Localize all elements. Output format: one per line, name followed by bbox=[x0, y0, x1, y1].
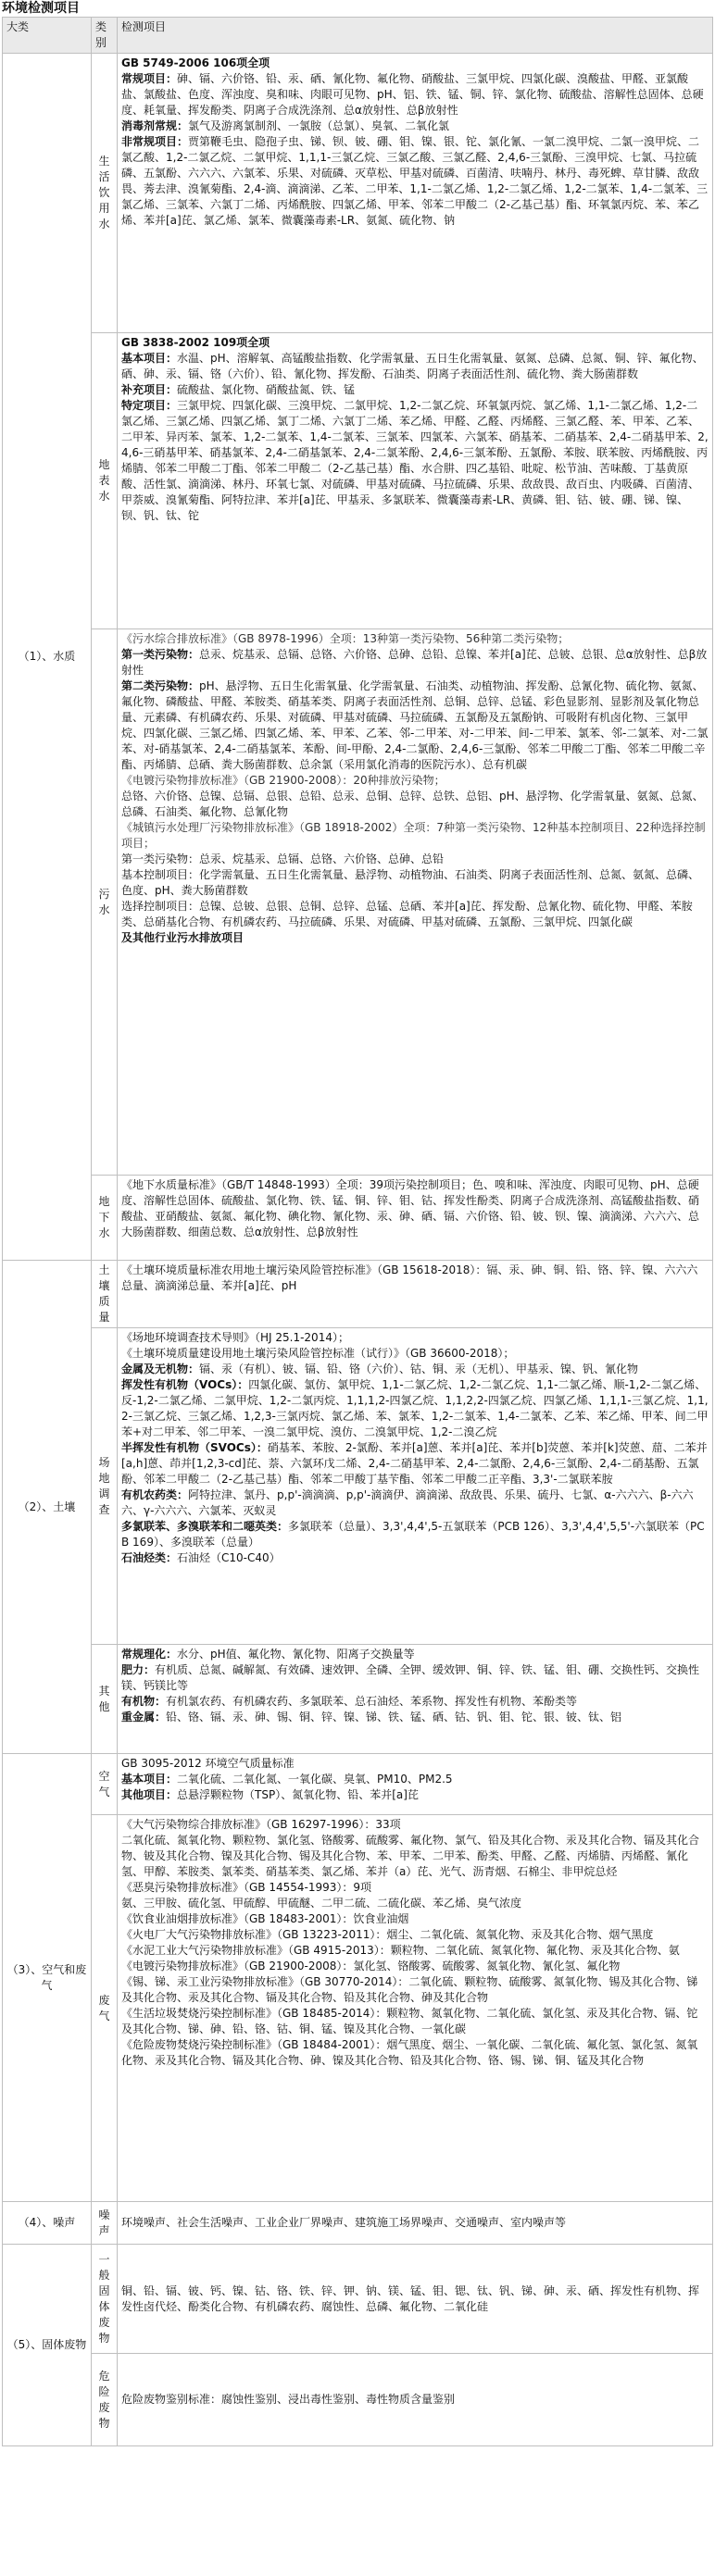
big-category-noise: （4）、噪声 bbox=[3, 2202, 92, 2245]
list-item: 危险废物鉴别标准：腐蚀性鉴别、浸出毒性鉴别、毒性物质含量鉴别 bbox=[121, 2393, 456, 2406]
list-item: 重金属：铅、铬、镉、汞、砷、锡、铜、锌、镍、锑、铁、锰、硒、钴、钒、钼、铊、银、铍、钛、铝 bbox=[121, 1711, 622, 1724]
standard-title: GB 3838-2002 109项全项 bbox=[121, 336, 270, 349]
category-drinking-water: 生活饮用水 bbox=[92, 54, 118, 333]
standard-title: GB 5749-2006 106项全项 bbox=[121, 56, 270, 69]
list-item: 《土壤环境质量建设用地土壤污染风险管控标准（试行）》（GB 36600-2018）； bbox=[121, 1347, 515, 1360]
list-item: 常规项目：砷、镉、六价铬、铅、汞、硒、氰化物、氟化物、硝酸盐、三氯甲烷、四氯化碳、溴酸盐、甲醛、亚氯酸盐、氯酸盐、色度、浑浊度、臭和味、肉眼可见物、pH、铝、铁、锰、铜、锌、氯化物、硫酸盐、溶解性总固体、总硬度、耗氧量、挥发酚类、阴离子合成洗涤剂、总α放射性、总β放射性 bbox=[121, 72, 704, 117]
list-item: 肥力：有机质、总氮、碱解氮、有效磷、速效钾、全磷、全钾、缓效钾、铜、锌、铁、锰、钼、硼、交换性钙、交换性镁、钙镁比等 bbox=[121, 1663, 700, 1692]
list-item: 《水泥工业大气污染物排放标准》（GB 4915-2013）：颗粒物、二氧化硫、氮氧化物、氟化物、汞及其化合物、氨 bbox=[121, 1944, 680, 1957]
page-title: 环境检测项目 bbox=[2, 1, 80, 16]
list-item: 基本项目：水温、pH、溶解氧、高锰酸盐指数、化学需氧量、五日生化需氧量、氨氮、总磷、总氮、铜、锌、氟化物、硒、砷、汞、镉、铬（六价）、铅、氰化物、挥发酚、石油类、阴离子表面活性剂、硫化物、粪大肠菌群数 bbox=[121, 352, 704, 380]
items-waste-water bbox=[118, 629, 713, 1176]
list-item: 特定项目：三氯甲烷、四氯化碳、三溴甲烷、二氯甲烷、1,2-二氯乙烷、环氧氯丙烷、氯乙烯、1,1-二氯乙烯、1,2-二氯乙烯、三氯乙烯、四氯乙烯、氯丁二烯、六氯丁二烯、苯乙烯、甲醛、乙醛、丙烯醛、三氯乙醛、苯、甲苯、乙苯、二甲苯、异丙苯、氯苯、1,2-二氯苯、1,4-二氯苯、三氯苯、四氯苯、六氯苯、硝基苯、二硝基苯、2,4-二硝基甲苯、2,4,6-三硝基甲苯、硝基氯苯、2,4-二硝基氯苯、2,4-二氯苯酚、2,4,6-三氯苯酚、五氯酚、苯胺、联苯胺、丙烯酰胺、丙烯腈、邻苯二甲酸二丁酯、邻苯二甲酸二（2-乙基己基）酯、水合肼、四乙基铅、吡啶、松节油、苦味酸、丁基黄原酸、活性氯、滴滴涕、林丹、环氧七氯、对硫磷、甲基对硫磷、马拉硫磷、乐果、敌敌畏、敌百虫、内吸磷、百菌清、甲萘威、溴氰菊酯、阿特拉津、苯并[a]芘、甲基汞、多氯联苯、微囊藻毒素-LR、黄磷、钼、钴、铍、硼、锑、镍、钡、钒、钛、铊 bbox=[121, 399, 709, 522]
header-category: 类别 bbox=[92, 18, 118, 54]
items-hazardous-waste bbox=[118, 2354, 713, 2446]
list-item: 其他项目：总悬浮颗粒物（TSP）、氮氧化物、铅、苯并[a]芘 bbox=[121, 1788, 419, 1801]
items-general-solid-waste bbox=[118, 2245, 713, 2354]
list-item: 《场地环境调查技术导则》（HJ 25.1-2014）； bbox=[121, 1331, 349, 1344]
list-item: 常规理化：水分、pH值、氟化物、氰化物、阳离子交换量等 bbox=[121, 1648, 415, 1661]
big-category-water: （1）、水质 bbox=[3, 54, 92, 1261]
list-item: 《饮食业油烟排放标准》（GB 18483-2001）：饮食业油烟 bbox=[121, 1912, 409, 1925]
list-item: 基本项目：二氧化硫、二氧化氮、一氧化碳、臭氧、PM10、PM2.5 bbox=[121, 1773, 453, 1786]
header-big-category: 大类 bbox=[3, 18, 92, 54]
category-noise: 噪声 bbox=[92, 2202, 118, 2245]
table-header bbox=[3, 18, 713, 54]
list-item: 环境噪声、社会生活噪声、工业企业厂界噪声、建筑施工场界噪声、交通噪声、室内噪声等 bbox=[121, 2216, 567, 2229]
category-ambient-air: 空气 bbox=[92, 1754, 118, 1815]
category-soil-quality: 土壤质量 bbox=[92, 1261, 118, 1328]
big-category-solid-waste: （5）、固体废物 bbox=[3, 2245, 92, 2446]
list-item: 《大气污染物综合排放标准》（GB 16297-1996）：33项 bbox=[121, 1818, 401, 1831]
table-row bbox=[3, 1815, 713, 2202]
test-items-table bbox=[2, 17, 713, 2446]
list-item: 《地下水质量标准》（GB/T 14848-1993）全项：39项污染控制项目；色、嗅和味、浑浊度、肉眼可见物、pH、总硬度、溶解性总固体、硫酸盐、氯化物、铁、锰、铜、锌、钼、钴、挥发性酚类、阴离子合成洗涤剂、高锰酸盐指数、硝酸盐、亚硝酸盐、氨氮、氟化物、碘化物、氰化物、汞、砷、硒、镉、六价铬、铅、铍、钡、镍、滴滴涕、六六六、总大肠菌群数、细菌总数、总α放射性、总β放射性 bbox=[121, 1178, 700, 1238]
list-item: 多氯联苯、多溴联苯和二噁英类：多氯联苯（总量）、3,3',4,4',5-五氯联苯（PCB 126）、3,3',4,4',5,5'-六氯联苯（PCB 169）、多溴联苯（总量） bbox=[121, 1520, 705, 1549]
table-row bbox=[3, 333, 713, 629]
items-soil-other bbox=[118, 1645, 713, 1754]
table-row bbox=[3, 54, 713, 333]
list-item: 《污水综合排放标准》（GB 8978-1996）全项：13种第一类污染物、56种第二类污染物； bbox=[121, 632, 570, 645]
list-item: 补充项目：硫酸盐、氯化物、硝酸盐氮、铁、锰 bbox=[121, 383, 356, 396]
items-noise bbox=[118, 2202, 713, 2245]
list-item: 《电镀污染物排放标准》（GB 21900-2008）：20种排放污染物； bbox=[121, 774, 445, 787]
items-surface-water bbox=[118, 333, 713, 629]
list-item: 《城镇污水处理厂污染物排放标准》（GB 18918-2002）全项：7种第一类污染物、12种基本控制项目、22种选择控制项目； bbox=[121, 821, 706, 850]
table-row bbox=[3, 1261, 713, 1328]
category-ground-water: 地下水 bbox=[92, 1176, 118, 1261]
items-site-investigation bbox=[118, 1328, 713, 1645]
list-item: 第一类污染物：总汞、烷基汞、总镉、总铬、六价铬、总砷、总铅 bbox=[121, 852, 445, 865]
list-item: 《火电厂大气污染物排放标准》（GB 13223-2011）：烟尘、二氧化硫、氮氧化物、汞及其化合物、烟气黑度 bbox=[121, 1928, 654, 1941]
table-row bbox=[3, 1754, 713, 1815]
table-row bbox=[3, 629, 713, 1176]
list-item: 《危险废物焚烧污染控制标准》（GB 18484-2001）：烟气黑度、烟尘、一氧化碳、二氧化硫、氟化氢、氯化氢、氮氧化物、汞及其化合物、镉及其化合物、砷、镍及其化合物、铅及其化合物、铬、锡、锑、铜、锰及其化合物 bbox=[121, 2038, 698, 2067]
header-items: 检测项目 bbox=[118, 18, 713, 54]
table-row bbox=[3, 2354, 713, 2446]
list-item: 《生活垃圾焚烧污染控制标准》（GB 18485-2014）：颗粒物、氮氧化物、二氧化硫、氯化氢、汞及其化合物、镉、铊及其化合物、锑、砷、铅、铬、钴、铜、锰、镍及其化合物、一氧化碳 bbox=[121, 2007, 698, 2035]
list-item: 半挥发性有机物（SVOCs）：硝基苯、苯胺、2-氯酚、苯并[a]蒽、苯并[a]芘、苯并[b]荧蒽、苯并[k]荧蒽、䓛、二苯并[a,h]蒽、茚并[1,2,3-cd]芘、萘、六氯环戊二烯、2,4-二硝基甲苯、2,4-二氯酚、2,4,6-三氯酚、2,4-二硝基酚、五氯酚、邻苯二甲酸二（2-乙基己基）酯、邻苯二甲酸丁基苄酯、邻苯二甲酸二正辛酯、3,3'-二氯联苯胺 bbox=[121, 1441, 708, 1486]
list-item: 《恶臭污染物排放标准》（GB 14554-1993）：9项 bbox=[121, 1881, 372, 1894]
items-soil-quality bbox=[118, 1261, 713, 1328]
table-row bbox=[3, 2202, 713, 2245]
items-ambient-air bbox=[118, 1754, 713, 1815]
category-waste-water: 污水 bbox=[92, 629, 118, 1176]
list-item: 消毒剂常规：氯气及游离氯制剂、一氯胺（总氯）、臭氧、二氧化氯 bbox=[121, 119, 450, 132]
list-item: 第一类污染物：总汞、烷基汞、总镉、总铬、六价铬、总砷、总铅、总镍、苯并[a]芘、总铍、总银、总α放射性、总β放射性 bbox=[121, 648, 708, 677]
list-item: GB 3095-2012 环境空气质量标准 bbox=[121, 1757, 295, 1770]
list-item: 《土壤环境质量标准农用地土壤污染风险管控标准》（GB 15618-2018）：镉、汞、砷、铜、铅、铬、锌、镍、六六六总量、滴滴涕总量、苯并[a]芘、pH bbox=[121, 1263, 698, 1292]
category-hazardous-waste: 危险废物 bbox=[92, 2354, 118, 2446]
list-item: 《电镀污染物排放标准》（GB 21900-2008）：氯化氢、铬酸雾、硫酸雾、氮氧化物、氰化氢、氟化物 bbox=[121, 1960, 621, 1972]
list-item: 《锡、锑、汞工业污染物排放标准》（GB 30770-2014）：二氧化硫、颗粒物、硫酸雾、氮氧化物、锡及其化合物、锑及其化合物、汞及其化合物、镉及其化合物、铅及其化合物、砷及其化合物 bbox=[121, 1975, 698, 2004]
list-item: 氨、三甲胺、硫化氢、甲硫醇、甲硫醚、二甲二硫、二硫化碳、苯乙烯、臭气浓度 bbox=[121, 1897, 522, 1910]
list-item: 基本控制项目：化学需氧量、五日生化需氧量、悬浮物、动植物油、石油类、阴离子表面活性剂、总氮、氨氮、总磷、色度、pH、粪大肠菌群数 bbox=[121, 868, 700, 897]
list-item: 二氧化硫、氮氧化物、颗粒物、氯化氢、铬酸雾、硫酸雾、氟化物、氯气、铅及其化合物、汞及其化合物、镉及其化合物、铍及其化合物、镍及其化合物、锡及其化合物、苯、甲苯、二甲苯、酚类、甲醛、乙醛、丙烯腈、丙烯醛、氰化氢、甲醇、苯胺类、氯苯类、硝基苯类、氯乙烯、苯并（a）芘、光气、沥青烟、石棉尘、非甲烷总烃 bbox=[121, 1834, 700, 1878]
list-item: 铜、铅、镉、铍、钙、镍、钴、铬、铁、锌、钾、钠、镁、锰、钼、锶、钛、钒、锑、砷、汞、硒、挥发性有机物、挥发性卤代烃、酚类化合物、有机磷农药、腐蚀性、总磷、氟化物、二氧化硅 bbox=[121, 2284, 700, 2313]
list-item: 总铬、六价铬、总镍、总镉、总银、总铅、总汞、总铜、总锌、总铁、总铝、pH、悬浮物、化学需氧量、氨氮、总氮、总磷、石油类、氟化物、总氰化物 bbox=[121, 790, 704, 818]
items-drinking-water bbox=[118, 54, 713, 333]
big-category-soil: （2）、土壤 bbox=[3, 1261, 92, 1754]
list-item: 及其他行业污水排放项目 bbox=[121, 931, 245, 944]
table-row bbox=[3, 1328, 713, 1645]
table-row bbox=[3, 1176, 713, 1261]
table-row bbox=[3, 2245, 713, 2354]
list-item: 第二类污染物：pH、悬浮物、五日生化需氧量、化学需氧量、石油类、动植物油、挥发酚、总氰化物、硫化物、氨氮、氟化物、磷酸盐、甲醛、苯胺类、硝基苯类、阴离子表面活性剂、总铜、总锌、总锰、彩色显影剂、显影剂及氧化物总量、元素磷、有机磷农药、乐果、对硫磷、甲基对硫磷、马拉硫磷、五氯酚及五氯酚钠、可吸附有机卤化物、三氯甲烷、四氯化碳、三氯乙烯、四氯乙烯、苯、甲苯、乙苯、邻-二甲苯、对-二甲苯、间-二甲苯、氯苯、邻-二氯苯、对-二氯苯、对-硝基氯苯、2,4-二硝基氯苯、苯酚、间-甲酚、2,4-二氯酚、2,4,6-三氯酚、邻苯二甲酸二丁酯、邻苯二甲酸二辛酯、丙烯腈、总硒、粪大肠菌群数、总余氯（采用氯化消毒的医院污水）、总有机碳 bbox=[121, 679, 709, 771]
list-item: 金属及无机物：镉、汞（有机）、铍、镉、铅、铬（六价）、钴、铜、汞（无机）、甲基汞、镍、钒、氰化物 bbox=[121, 1363, 639, 1375]
category-waste-gas: 废气 bbox=[92, 1815, 118, 2202]
table-row bbox=[3, 1645, 713, 1754]
list-item: 石油烃类：石油烃（C10-C40） bbox=[121, 1551, 281, 1564]
category-site-investigation: 场地调查 bbox=[92, 1328, 118, 1645]
items-waste-gas bbox=[118, 1815, 713, 2202]
list-item: 挥发性有机物（VOCs）：四氯化碳、氯仿、氯甲烷、1,1-二氯乙烷、1,2-二氯乙烷、1,1-二氯乙烯、顺-1,2-二氯乙烯、反-1,2-二氯乙烯、二氯甲烷、1,2-二氯丙烷、1,1,1,2-四氯乙烷、1,1,2,2-四氯乙烷、四氯乙烯、1,1,1-三氯乙烷、1,1,2-三氯乙烷、三氯乙烯、1,2,3-三氯丙烷、氯乙烯、苯、氯苯、1,2-二氯苯、1,4-二氯苯、乙苯、苯乙烯、甲苯、间二甲苯+对二甲苯、邻二甲苯、一溴二氯甲烷、溴仿、二溴氯甲烷、1,2-二溴乙烷 bbox=[121, 1378, 709, 1438]
list-item: 选择控制项目：总镍、总铍、总银、总铜、总锌、总锰、总硒、苯并[a]芘、挥发酚、总氰化物、硫化物、甲醛、苯胺类、总硝基化合物、有机磷农药、马拉硫磷、乐果、对硫磷、甲基对硫磷、五氯酚、三氯甲烷、四氯化碳 bbox=[121, 900, 693, 928]
category-soil-other: 其他 bbox=[92, 1645, 118, 1754]
items-ground-water bbox=[118, 1176, 713, 1261]
category-surface-water: 地表水 bbox=[92, 333, 118, 629]
category-general-solid-waste: 一般固体废物 bbox=[92, 2245, 118, 2354]
list-item: 有机物：有机氯农药、有机磷农药、多氯联苯、总石油烃、苯系物、挥发性有机物、苯酚类等 bbox=[121, 1695, 578, 1708]
big-category-air: （3）、空气和废气 bbox=[3, 1754, 92, 2202]
list-item: 有机农药类：阿特拉津、氯丹、p,p'-滴滴滴、p,p'-滴滴伊、滴滴涕、敌敌畏、乐果、硫丹、七氯、α-六六六、β-六六六、γ-六六六、六氯苯、灭蚁灵 bbox=[121, 1488, 694, 1517]
list-item: 非常规项目：贾第鞭毛虫、隐孢子虫、锑、钡、铍、硼、钼、镍、银、铊、氯化氰、一氯二溴甲烷、二氯一溴甲烷、二氯乙酸、1,2-二氯乙烷、二氯甲烷、1,1,1-三氯乙烷、三氯乙酸、三氯乙醛、2,4,6-三氯酚、三溴甲烷、七氯、马拉硫磷、五氯酚、六六六、六氯苯、乐果、对硫磷、灭草松、甲基对硫磷、百菌清、呋喃丹、林丹、毒死蜱、草甘膦、敌敌畏、莠去津、溴氰菊酯、2,4-滴、滴滴涕、乙苯、二甲苯、1,1-二氯乙烯、1,2-二氯乙烯、1,2-二氯苯、1,4-二氯苯、三氯乙烯、三氯苯、六氯丁二烯、丙烯酰胺、四氯乙烯、甲苯、邻苯二甲酸二（2-乙基己基）酯、环氧氯丙烷、苯、苯乙烯、苯并[a]芘、氯乙烯、氯苯、微囊藻毒素-LR、氨氮、硫化物、钠 bbox=[121, 135, 709, 227]
